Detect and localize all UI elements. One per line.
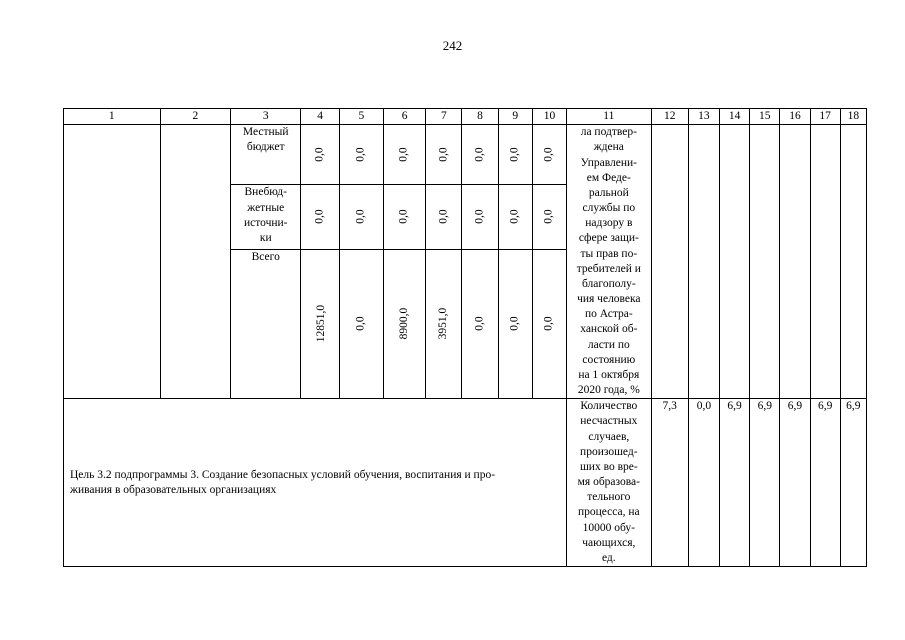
value-text: 0,0 bbox=[542, 209, 555, 225]
value-cell bbox=[462, 249, 498, 399]
value-text: 0,0 bbox=[313, 209, 326, 225]
table-row-goal bbox=[64, 399, 867, 567]
value-cell bbox=[498, 249, 532, 399]
value-cell bbox=[301, 249, 339, 399]
value-cell bbox=[462, 185, 498, 249]
column-header: 11 bbox=[567, 109, 652, 125]
indicator-description: ла подтвер- ждена Управлени- ем Феде- ральной службы по надзору в сфере защи- ты прав по- требителей и благополу- чия человека по Астра- ханской об- ласти по состоянию на 1 октября 2020 года, % bbox=[567, 125, 652, 399]
value-cell bbox=[339, 185, 383, 249]
value-cell bbox=[383, 249, 425, 399]
column-header: 10 bbox=[532, 109, 566, 125]
value-text: 0,0 bbox=[508, 316, 521, 332]
value-cell bbox=[301, 125, 339, 185]
value-text: 0,0 bbox=[508, 147, 521, 162]
program-table bbox=[63, 108, 867, 567]
column-header: 15 bbox=[750, 109, 780, 125]
goal-value: 6,9 bbox=[810, 399, 840, 567]
table-row-local-budget bbox=[64, 125, 867, 185]
value-text: 0,0 bbox=[437, 147, 450, 162]
value-text: 0,0 bbox=[354, 316, 367, 332]
value-text: 12851,0 bbox=[315, 305, 328, 343]
value-text: 0,0 bbox=[473, 147, 486, 162]
cell-col-16 bbox=[780, 125, 810, 399]
goal-value: 6,9 bbox=[719, 399, 749, 567]
value-cell bbox=[426, 249, 462, 399]
goal-indicator: Количество несчастных случаев, произошед- ших во вре- мя образова- тельного процесса, на 10000 обу- чающихся, ед. bbox=[567, 399, 652, 567]
cell-col-18 bbox=[840, 125, 866, 399]
column-header: 8 bbox=[462, 109, 498, 125]
funding-source bbox=[231, 125, 301, 185]
column-header: 18 bbox=[840, 109, 866, 125]
cell-col-15 bbox=[750, 125, 780, 399]
value-text: 0,0 bbox=[354, 147, 367, 162]
value-cell bbox=[383, 125, 425, 185]
value-cell bbox=[498, 185, 532, 249]
value-cell bbox=[383, 185, 425, 249]
value-cell bbox=[532, 125, 566, 185]
value-text: 0,0 bbox=[398, 147, 411, 162]
goal-value: 7,3 bbox=[651, 399, 688, 567]
value-text: 0,0 bbox=[473, 209, 486, 225]
column-header: 14 bbox=[719, 109, 749, 125]
goal-description: Цель 3.2 подпрограммы 3. Создание безопасных условий обучения, воспитания и про- живания в образовательных организациях bbox=[64, 399, 567, 567]
value-cell bbox=[426, 125, 462, 185]
cell-col-2 bbox=[160, 125, 230, 399]
value-text: 0,0 bbox=[508, 209, 521, 225]
cell-col-1 bbox=[64, 125, 161, 399]
value-text: 0,0 bbox=[542, 316, 555, 332]
column-header: 7 bbox=[426, 109, 462, 125]
value-cell bbox=[498, 125, 532, 185]
cell-col-13 bbox=[688, 125, 719, 399]
value-text: 0,0 bbox=[354, 209, 367, 225]
column-header: 5 bbox=[339, 109, 383, 125]
goal-value: 0,0 bbox=[688, 399, 719, 567]
value-cell bbox=[301, 185, 339, 249]
cell-col-14 bbox=[719, 125, 749, 399]
value-text: 0,0 bbox=[313, 147, 326, 162]
column-header: 12 bbox=[651, 109, 688, 125]
value-text: 0,0 bbox=[473, 316, 486, 332]
value-text: 0,0 bbox=[542, 147, 555, 162]
funding-source-label: Всего bbox=[251, 250, 280, 263]
funding-source bbox=[231, 249, 301, 399]
value-text: 0,0 bbox=[437, 209, 450, 225]
column-header: 17 bbox=[810, 109, 840, 125]
funding-source: Внебюд- жетные источни- ки bbox=[231, 185, 301, 249]
value-cell bbox=[339, 125, 383, 185]
value-cell bbox=[339, 249, 383, 399]
funding-source-label: Местный бюджет bbox=[242, 126, 289, 154]
column-header: 16 bbox=[780, 109, 810, 125]
column-header: 1 bbox=[64, 109, 161, 125]
value-text: 8900,0 bbox=[398, 308, 411, 340]
column-header: 2 bbox=[160, 109, 230, 125]
cell-col-12 bbox=[651, 125, 688, 399]
goal-value: 6,9 bbox=[780, 399, 810, 567]
column-header: 9 bbox=[498, 109, 532, 125]
cell-col-17 bbox=[810, 125, 840, 399]
value-cell bbox=[532, 185, 566, 249]
value-cell bbox=[462, 125, 498, 185]
value-cell bbox=[532, 249, 566, 399]
value-cell bbox=[426, 185, 462, 249]
goal-value: 6,9 bbox=[750, 399, 780, 567]
goal-value: 6,9 bbox=[840, 399, 866, 567]
value-text: 3951,0 bbox=[437, 308, 450, 340]
column-header: 6 bbox=[383, 109, 425, 125]
column-header: 4 bbox=[301, 109, 339, 125]
column-header: 13 bbox=[688, 109, 719, 125]
page-number: 242 bbox=[442, 38, 463, 53]
header-row bbox=[64, 109, 867, 125]
column-header: 3 bbox=[231, 109, 301, 125]
value-text: 0,0 bbox=[398, 209, 411, 225]
